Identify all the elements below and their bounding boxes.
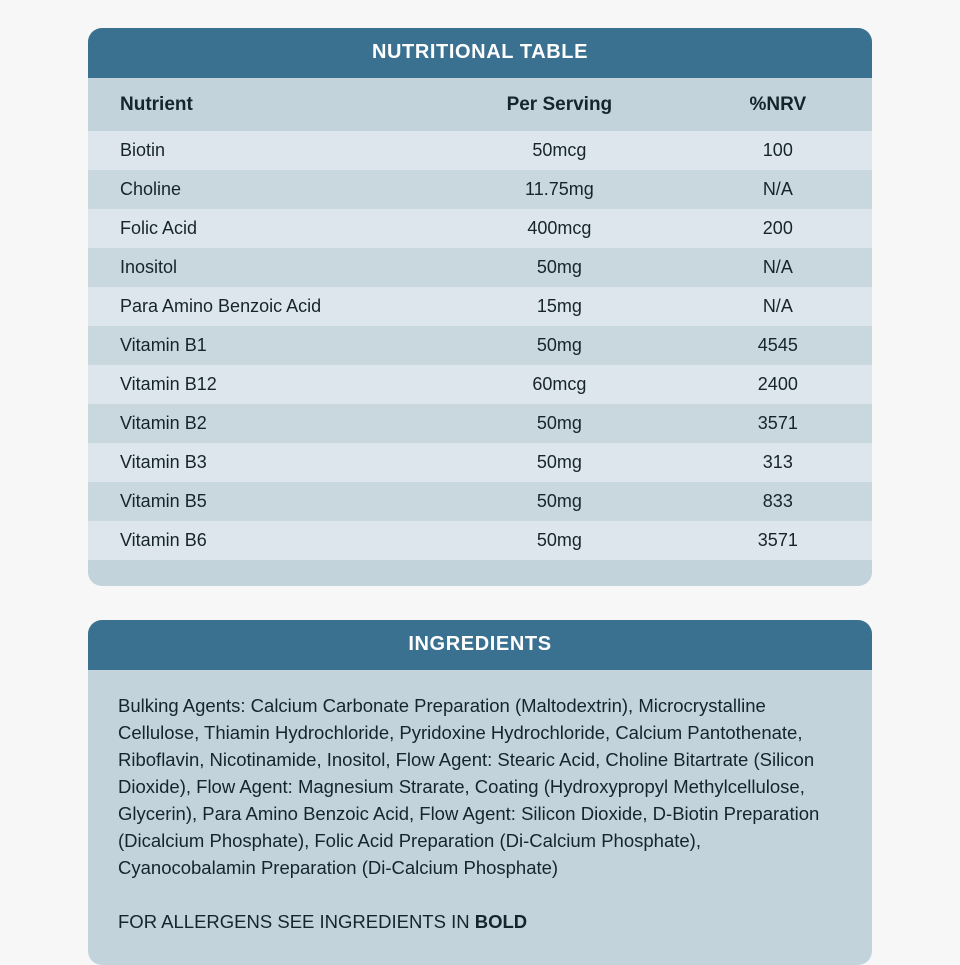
nutrition-table	[88, 78, 872, 560]
nutrition-table-body	[88, 131, 872, 560]
cell-serving: 50mg	[435, 521, 684, 560]
cell-nutrient: Vitamin B2	[88, 404, 435, 443]
nutrition-table-head	[88, 78, 872, 131]
table-row	[88, 404, 872, 443]
table-footer-spacer	[88, 560, 872, 586]
cell-serving: 50mg	[435, 404, 684, 443]
column-header-nrv: %NRV	[684, 78, 872, 131]
cell-nrv: 4545	[684, 326, 872, 365]
table-row	[88, 170, 872, 209]
cell-nrv: N/A	[684, 287, 872, 326]
allergen-notice	[118, 908, 842, 935]
table-row	[88, 131, 872, 170]
table-header-row	[88, 78, 872, 131]
cell-nrv: 100	[684, 131, 872, 170]
column-header-nutrient: Nutrient	[88, 78, 435, 131]
cell-nrv: N/A	[684, 248, 872, 287]
table-row	[88, 482, 872, 521]
cell-nutrient: Para Amino Benzoic Acid	[88, 287, 435, 326]
cell-nrv: 200	[684, 209, 872, 248]
table-row	[88, 248, 872, 287]
table-row	[88, 326, 872, 365]
cell-nutrient: Vitamin B3	[88, 443, 435, 482]
cell-serving: 50mcg	[435, 131, 684, 170]
cell-nutrient: Inositol	[88, 248, 435, 287]
cell-serving: 15mg	[435, 287, 684, 326]
ingredients-panel	[88, 620, 872, 965]
cell-nrv: 3571	[684, 404, 872, 443]
nutritional-table-panel	[88, 28, 872, 586]
column-header-per-serving: Per Serving	[435, 78, 684, 131]
cell-nutrient: Folic Acid	[88, 209, 435, 248]
cell-nrv: N/A	[684, 170, 872, 209]
ingredients-title: INGREDIENTS	[88, 620, 872, 670]
cell-serving: 50mg	[435, 248, 684, 287]
table-row	[88, 287, 872, 326]
allergen-notice-text: FOR ALLERGENS SEE INGREDIENTS IN	[118, 911, 475, 932]
cell-serving: 11.75mg	[435, 170, 684, 209]
ingredients-text: Bulking Agents: Calcium Carbonate Preparation (Maltodextrin), Microcrystalline Cellulose, Thiamin Hydrochloride, Pyridoxine Hydrochloride, Calcium Pantothenate, Riboflavin, Nicotinamide, Inositol, Flow Agent: Stearic Acid, Choline Bitartrate (Silicon Dioxide), Flow Agent: Magnesium Strarate, Coating (Hydroxypropyl Methylcellulose, Glycerin), Para Amino Benzoic Acid, Flow Agent: Silicon Dioxide, D-Biotin Preparation (Dicalcium Phosphate), Folic Acid Preparation (Di-Calcium Phosphate), Cyanocobalamin Preparation (Di-Calcium Phosphate)	[118, 695, 820, 878]
cell-nrv: 313	[684, 443, 872, 482]
cell-serving: 60mcg	[435, 365, 684, 404]
table-row	[88, 365, 872, 404]
cell-nutrient: Vitamin B5	[88, 482, 435, 521]
allergen-notice-bold: BOLD	[474, 911, 528, 932]
cell-serving: 50mg	[435, 482, 684, 521]
cell-nutrient: Vitamin B1	[88, 326, 435, 365]
cell-nutrient: Vitamin B12	[88, 365, 435, 404]
cell-nrv: 833	[684, 482, 872, 521]
cell-nutrient: Biotin	[88, 131, 435, 170]
cell-nutrient: Vitamin B6	[88, 521, 435, 560]
cell-serving: 50mg	[435, 326, 684, 365]
table-row	[88, 209, 872, 248]
cell-serving: 400mcg	[435, 209, 684, 248]
cell-nutrient: Choline	[88, 170, 435, 209]
cell-serving: 50mg	[435, 443, 684, 482]
table-row	[88, 521, 872, 560]
table-row	[88, 443, 872, 482]
nutritional-table-title: NUTRITIONAL TABLE	[88, 28, 872, 78]
ingredients-body	[88, 670, 872, 965]
cell-nrv: 2400	[684, 365, 872, 404]
cell-nrv: 3571	[684, 521, 872, 560]
